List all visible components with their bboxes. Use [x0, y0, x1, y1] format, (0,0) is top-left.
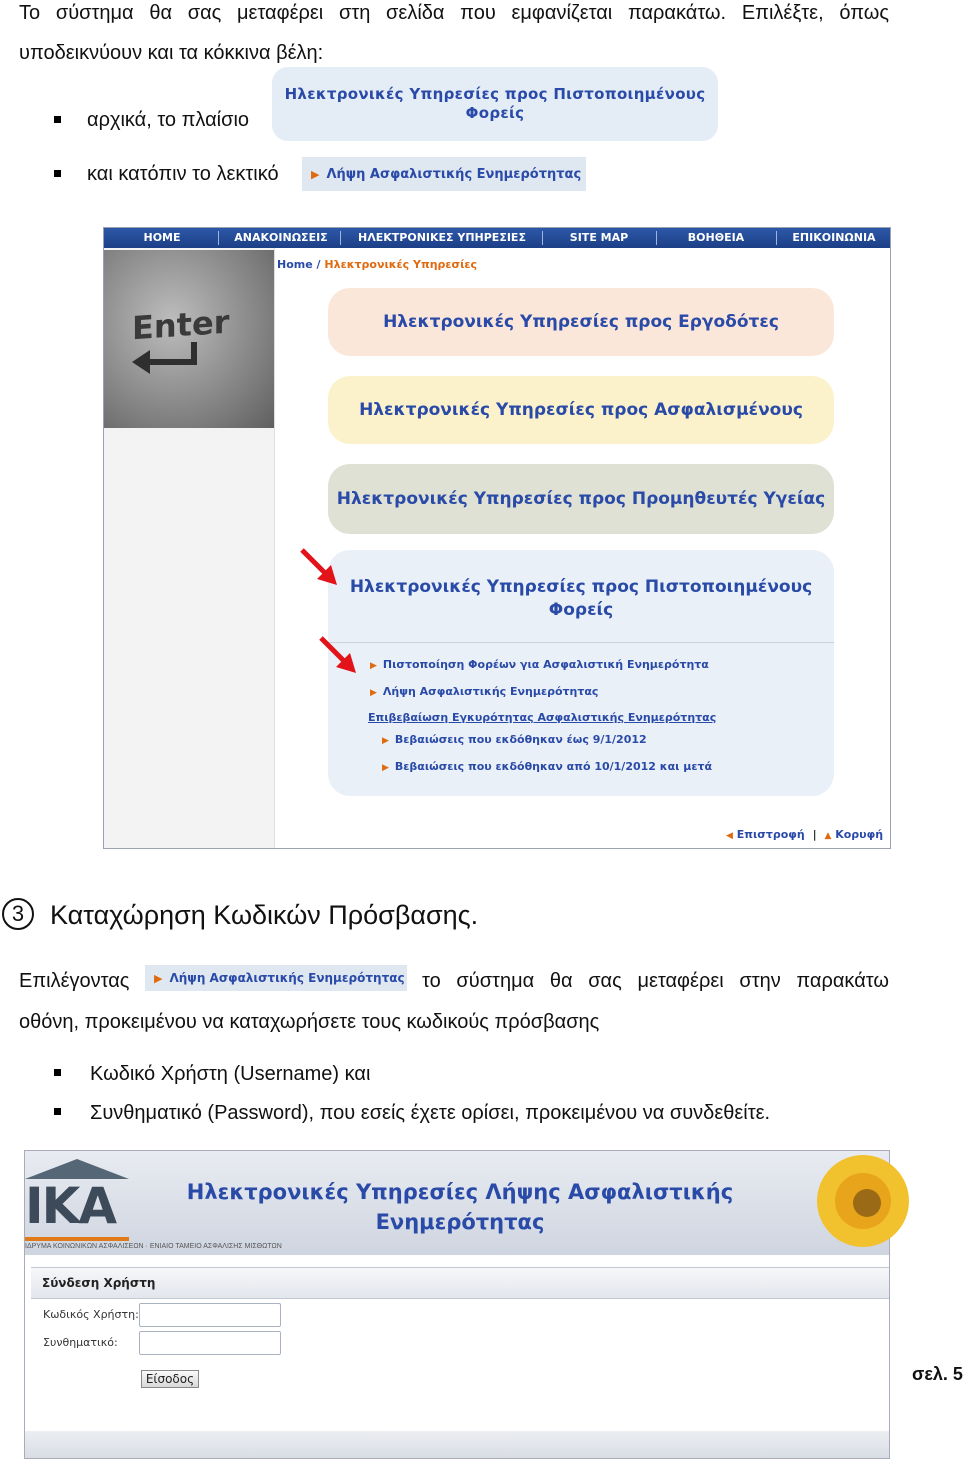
verify-heading[interactable]: Επιβεβαίωση Εγκυρότητας Ασφαλιστικής Ενημερότητας [368, 711, 717, 724]
nav-contact[interactable]: ΕΠΙΚΟΙΝΩΝΙΑ [792, 231, 876, 244]
nav-help[interactable]: ΒΟΗΘΕΙΑ [687, 231, 745, 244]
insurance-certificate-link-sample[interactable] [302, 157, 586, 191]
intro-bullet-1: αρχικά, το πλαίσιο [87, 109, 250, 131]
red-arrow-icon [299, 547, 341, 589]
arrow-right-icon: ▶ [382, 763, 389, 773]
login-title-line-1: Ηλεκτρονικές Υπηρεσίες Λήψης Ασφαλιστικής [186, 1180, 734, 1204]
box-title-line-1: Ηλεκτρονικές Υπηρεσίες προς Πιστοποιημένους [284, 85, 706, 103]
enter-key-image [104, 250, 274, 428]
verify-item-until[interactable] [382, 733, 647, 746]
bullet-icon [54, 1108, 61, 1115]
box-title-line-2: Φορείς [465, 104, 525, 122]
breadcrumb-home[interactable]: Home [277, 258, 313, 271]
username-input[interactable] [139, 1303, 281, 1327]
para2-line-2: οθόνη, προκειμένου να καταχωρήσετε τους κωδικούς πρόσβασης [19, 1011, 600, 1033]
breadcrumb-current: Ηλεκτρονικές Υπηρεσίες [324, 258, 478, 271]
sub-item-label: Λήψη Ασφαλιστικής Ενημερότητας [382, 685, 599, 698]
enter-arrow-icon [104, 250, 274, 428]
arrow-left-icon: ◀ [726, 831, 733, 841]
login-section-bar [31, 1267, 889, 1299]
arrow-right-icon: ▶ [154, 971, 163, 985]
breadcrumb [277, 258, 477, 271]
para2-suffix: το σύστημα θα σας μεταφέρει στην παρακάτω [422, 970, 889, 992]
nav-divider [776, 231, 777, 245]
certified-title [328, 550, 834, 622]
arrow-right-icon: ▶ [370, 661, 377, 671]
service-insured[interactable]: Ηλεκτρονικές Υπηρεσίες προς Ασφαλισμένους [328, 376, 834, 444]
footer-separator: | [812, 828, 817, 841]
step-number-badge: 3 [2, 898, 34, 930]
login-title-line-2: Ενημερότητας [375, 1210, 545, 1234]
arrow-right-icon: ▶ [382, 736, 389, 746]
certified-services-box-sample[interactable] [272, 67, 718, 141]
step-title: Καταχώρηση Κωδικών Πρόσβασης. [50, 900, 479, 930]
logo-subtitle: ΙΔΡΥΜΑ ΚΟΙΝΩΝΙΚΩΝ ΑΣΦΑΛΙΣΕΩΝ · ΕΝΙΑΙΟ ΤΑΜΕΙΟ ΑΣΦΑΛΙΣΗΣ ΜΙΣΘΩΤΩΝ [25, 1243, 282, 1250]
chip-label: Λήψη Ασφαλιστικής Ενημερότητας [169, 971, 405, 985]
service-health-providers[interactable]: Ηλεκτρονικές Υπηρεσίες προς Προμηθευτές Υγείας [328, 464, 834, 534]
chip-label: Λήψη Ασφαλιστικής Ενημερότητας [326, 166, 582, 182]
enter-key-label: Enter [132, 302, 230, 348]
verify-item-label: Βεβαιώσεις που εκδόθηκαν έως 9/1/2012 [394, 733, 647, 746]
insurance-certificate-link-sample[interactable] [145, 965, 407, 991]
para2-bullet-2: Συνθηματικό (Password), που εσείς έχετε ορίσει, προκειμένου να συνδεθείτε. [90, 1102, 771, 1124]
divider [328, 642, 834, 643]
login-footer-bar [25, 1431, 889, 1458]
bullet-icon [54, 170, 61, 177]
logo-stripe [25, 1237, 129, 1241]
arrow-right-icon: ▶ [370, 688, 377, 698]
password-input[interactable] [139, 1331, 281, 1355]
breadcrumb-separator: / [316, 258, 321, 271]
verify-item-label: Βεβαιώσεις που εκδόθηκαν από 10/1/2012 και μετά [394, 760, 713, 773]
intro-line-2: υποδεικνύουν και τα κόκκινα βέλη: [19, 42, 324, 64]
intro-bullet-2: και κατόπιν το λεκτικό [87, 163, 279, 185]
nav-home[interactable]: HOME [143, 231, 181, 244]
login-section-title: Σύνδεση Χρήστη [42, 1276, 156, 1290]
login-title [145, 1177, 775, 1237]
verify-item-from[interactable] [382, 760, 712, 773]
arrow-up-icon: ▲ [824, 831, 832, 841]
arrow-right-icon: ▶ [311, 167, 320, 181]
nav-site-map[interactable]: SITE MAP [569, 231, 629, 244]
certified-title-line-1: Ηλεκτρονικές Υπηρεσίες προς Πιστοποιημένους [349, 577, 813, 597]
para2-prefix: Επιλέγοντας [19, 970, 130, 992]
footer-back[interactable]: Επιστροφή [736, 828, 805, 841]
sunflower-image [811, 1151, 891, 1255]
top-navigation [104, 228, 890, 248]
username-label: Κωδικός Χρήστη: [43, 1308, 139, 1321]
nav-electronic-services[interactable]: ΗΛΕΚΤΡΟΝΙΚΕΣ ΥΠΗΡΕΣΙΕΣ [358, 231, 526, 244]
sub-item-get-certificate[interactable] [370, 685, 598, 698]
website-screenshot [103, 227, 891, 849]
red-arrow-icon [318, 635, 360, 677]
bullet-icon [54, 1069, 61, 1076]
footer-top[interactable]: Κορυφή [835, 828, 884, 841]
footer-links [726, 828, 883, 841]
bullet-icon [54, 116, 61, 123]
login-submit-button[interactable]: Είσοδος [141, 1370, 199, 1388]
para2-bullet-1: Κωδικό Χρήστη (Username) και [90, 1063, 371, 1085]
sub-item-label: Πιστοποίηση Φορέων για Ασφαλιστική Ενημερότητα [382, 658, 709, 671]
login-header [25, 1151, 889, 1255]
nav-announcements[interactable]: ΑΝΑΚΟΙΝΩΣΕΙΣ [234, 231, 328, 244]
service-employers[interactable]: Ηλεκτρονικές Υπηρεσίες προς Εργοδότες [328, 288, 834, 356]
intro-line-1: Το σύστημα θα σας μεταφέρει στη σελίδα που εμφανίζεται παρακάτω. Επιλέξτε, όπως [19, 2, 889, 24]
login-screenshot [24, 1150, 890, 1459]
sub-item-certification[interactable] [370, 658, 709, 671]
nav-divider [542, 231, 543, 245]
nav-divider [656, 231, 657, 245]
ika-logo: ΙΚΑ [25, 1177, 116, 1235]
certified-title-line-2: Φορείς [548, 600, 614, 620]
password-label: Συνθηματικό: [43, 1336, 118, 1349]
nav-divider [218, 231, 219, 245]
page-number: σελ. 5 [912, 1364, 963, 1384]
nav-divider [340, 231, 341, 245]
